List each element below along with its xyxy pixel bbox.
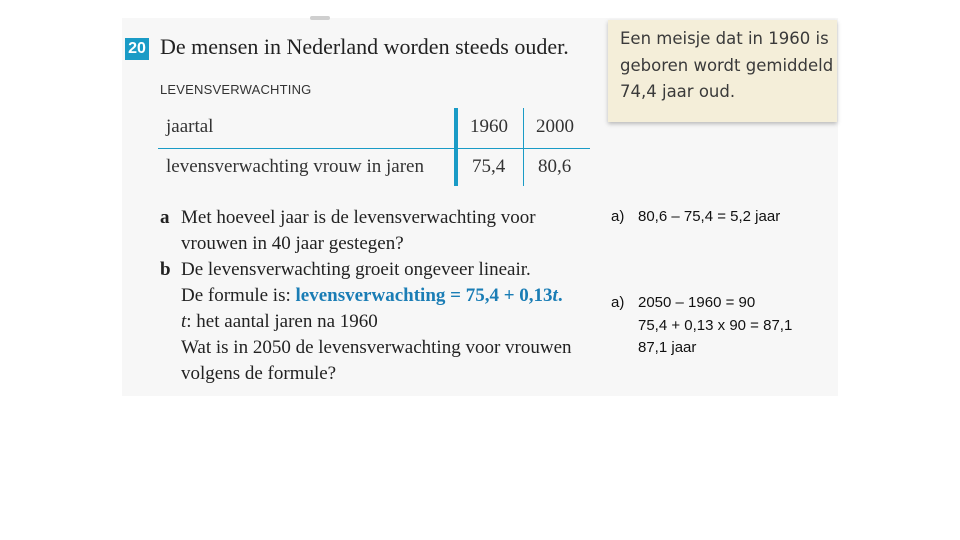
formula-body: = 75,4 + 0,13 xyxy=(445,285,553,306)
exercise-number: 20 xyxy=(125,38,149,60)
formula-prefix: De formule is: xyxy=(181,285,296,306)
question-b-line: De levensverwachting groeit ongeveer lineair. xyxy=(181,259,531,280)
question-b-line: volgens de formule? xyxy=(181,363,337,384)
question-b-formula-line xyxy=(181,285,563,307)
table-cell: 80,6 xyxy=(538,156,572,177)
table-cell: 1960 xyxy=(470,116,508,137)
table-column-divider xyxy=(523,108,524,186)
formula-variable: t xyxy=(552,285,558,306)
answer-b-label: a) xyxy=(611,294,625,311)
exercise-heading: De mensen in Nederland worden steeds ouder. xyxy=(160,34,569,59)
answer-b-line: 2050 – 1960 = 90 xyxy=(638,294,756,311)
life-expectancy-table xyxy=(158,108,590,188)
table-cell: levensverwachting vrouw in jaren xyxy=(166,156,424,177)
variable-t: t xyxy=(181,311,187,332)
question-b-line: Wat is in 2050 de levensverwachting voor vrouwen xyxy=(181,337,572,358)
table-divider xyxy=(158,148,590,149)
answer-a-label: a) xyxy=(611,208,625,225)
table-title: LEVENSVERWACHTING xyxy=(160,82,312,97)
sticky-note xyxy=(608,20,837,122)
answer-a-line: 80,6 – 75,4 = 5,2 jaar xyxy=(638,208,781,225)
table-cell: jaartal xyxy=(166,116,214,137)
answer-b-line: 75,4 + 0,13 x 90 = 87,1 xyxy=(638,317,793,334)
question-b-letter: b xyxy=(160,259,171,280)
question-a-line: Met hoeveel jaar is de levensverwachting voor xyxy=(181,207,536,228)
table-cell: 2000 xyxy=(536,116,574,137)
answer-b-line: 87,1 jaar xyxy=(638,339,697,356)
question-a-letter: a xyxy=(160,207,170,228)
formula-end: . xyxy=(557,285,563,306)
note-line: Een meisje dat in 1960 is xyxy=(620,29,829,48)
table-cell: 75,4 xyxy=(472,156,506,177)
table-header-divider xyxy=(454,108,458,186)
question-a-line: vrouwen in 40 jaar gestegen? xyxy=(181,233,404,254)
variable-definition: : het aantal jaren na 1960 xyxy=(186,311,378,332)
note-line: 74,4 jaar oud. xyxy=(620,82,736,101)
question-b-line xyxy=(181,311,378,333)
formula-term: levensverwachting xyxy=(295,285,446,306)
scan-edge-mark xyxy=(310,16,330,20)
note-line: geboren wordt gemiddeld xyxy=(620,56,834,75)
